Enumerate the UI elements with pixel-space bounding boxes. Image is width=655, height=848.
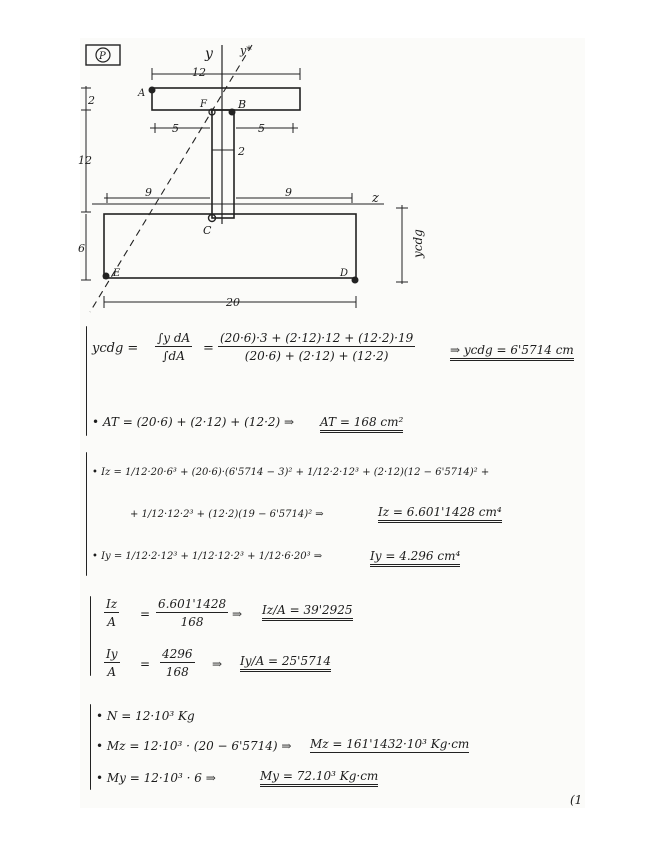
arrow-ry: ⇒ <box>212 657 223 671</box>
brace-ratios <box>90 596 91 676</box>
dim-web-height: 12 <box>78 154 92 167</box>
brace-inertia <box>86 452 87 576</box>
iz-result: Iz = 6.601'1428 cm⁴ <box>378 506 502 523</box>
n-line: • N = 12·10³ Kg <box>96 709 195 723</box>
y-axis-label: y <box>205 46 213 62</box>
top-flange <box>152 88 300 110</box>
point-D <box>352 277 359 284</box>
ycdg-den: (20·6) + (2·12) + (12·2) <box>244 349 389 363</box>
eq-sign-1: = <box>203 341 214 356</box>
mz-line: • Mz = 12·10³ · (20 − 6'5714) ⇒ <box>96 739 292 753</box>
ry-symbol <box>104 648 120 678</box>
point-E <box>103 273 110 280</box>
label-B: B <box>238 98 247 111</box>
dim-bottom-height: 6 <box>78 242 85 255</box>
mz-result: Mz = 161'1432·10³ Kg·cm <box>310 737 470 751</box>
ry-val-den: 168 <box>165 665 189 679</box>
ycdg-int-num: ∫y dA <box>157 331 191 345</box>
iz-line-2: + 1/12·12·2³ + (12·2)(19 − 6'5714)² ⇒ <box>130 509 324 520</box>
iy-result: Iy = 4.296 cm⁴ <box>370 550 460 567</box>
area-expression: • AT = (20·6) + (2·12) + (12·2) ⇒ <box>92 415 295 429</box>
ry-val-num: 4296 <box>162 647 193 661</box>
arrow-rz: ⇒ <box>232 607 243 621</box>
point-B <box>229 109 236 116</box>
y-prime-label: y* <box>240 44 252 57</box>
eq-sign-ry: = <box>140 657 151 671</box>
dim-web-thickness: 2 <box>238 145 245 158</box>
bottom-flange <box>104 214 356 278</box>
my-line: • My = 12·10³ · 6 ⇒ <box>96 771 216 785</box>
eq-sign-rz: = <box>140 607 151 621</box>
brace-centroid <box>86 326 87 436</box>
rz-values <box>156 598 228 628</box>
ry-num: Iy <box>106 647 118 661</box>
rz-num: Iz <box>106 597 118 611</box>
ycdg-int-den: ∫dA <box>162 349 185 363</box>
label-C: C <box>203 224 212 237</box>
dim-ycdg: ycdg <box>411 229 425 258</box>
label-F: F <box>200 99 207 110</box>
label-E: E <box>113 268 121 279</box>
rz-val-den: 168 <box>180 615 204 629</box>
cross-section-diagram <box>0 0 655 320</box>
dim-web-left: 5 <box>172 122 179 135</box>
ry-result: Iy/A = 25'5714 <box>240 655 331 672</box>
ycdg-lhs: ycdg = <box>92 341 139 356</box>
rz-den: A <box>107 615 116 629</box>
rz-result: Iz/A = 39'2925 <box>262 604 353 621</box>
area-result: AT = 168 cm² <box>320 416 403 433</box>
iz-line-1: • Iz = 1/12·20·6³ + (20·6)·(6'5714 − 3)² + 1/12·2·12³ + (2·12)(12 − 6'5714)² + <box>92 467 490 478</box>
ry-values <box>160 648 195 678</box>
z-axis-label: z <box>372 191 379 206</box>
label-D: D <box>340 268 349 279</box>
dim-bottom-right: 9 <box>285 186 292 199</box>
dim-top-thickness: 2 <box>88 94 95 107</box>
rz-symbol <box>104 598 119 628</box>
ycdg-result: ⇒ ycdg = 6'5714 cm <box>450 344 574 361</box>
point-A <box>149 87 156 94</box>
dim-bottom-left: 9 <box>145 186 152 199</box>
web <box>212 110 234 218</box>
ycdg-num: (20·6)·3 + (2·12)·12 + (12·2)·19 <box>220 331 414 345</box>
ycdg-integral-fraction <box>155 332 192 362</box>
dim-web-right: 5 <box>258 122 265 135</box>
my-result: My = 72.10³ Kg·cm <box>260 770 378 787</box>
dim-top-width: 12 <box>192 66 206 79</box>
label-A: A <box>138 88 146 99</box>
dim-bottom-width: 20 <box>226 296 240 309</box>
ry-den: A <box>107 665 117 679</box>
page-label: P <box>99 51 106 62</box>
iy-line: • Iy = 1/12·2·12³ + 1/12·12·2³ + 1/12·6·20³ ⇒ <box>92 551 323 562</box>
rz-val-num: 6.601'1428 <box>158 597 227 611</box>
ycdg-value-fraction <box>218 332 415 362</box>
page-number: (1 <box>570 793 583 807</box>
brace-loads <box>90 704 91 790</box>
